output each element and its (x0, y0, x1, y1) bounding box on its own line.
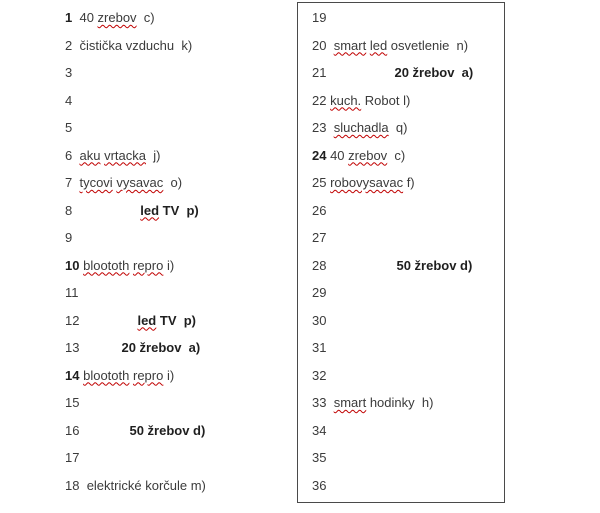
list-item (65, 395, 295, 423)
item-text (326, 395, 333, 410)
list-item (312, 450, 504, 478)
list-item (65, 368, 295, 396)
list-item (65, 120, 295, 148)
item-number: 4 (65, 92, 73, 108)
item-text (326, 38, 333, 53)
list-item (312, 285, 504, 313)
item-number: 34 (312, 422, 327, 438)
item-number: 15 (65, 395, 80, 410)
list-item (65, 423, 295, 451)
list-item (312, 313, 504, 341)
item-number: 18 (65, 477, 80, 493)
item-number: 6 (65, 147, 73, 163)
item-number: 22 (312, 92, 327, 108)
item-number: 8 (65, 202, 73, 218)
list-item (312, 10, 504, 38)
item-text: TV p) (156, 312, 196, 328)
item-number: 29 (312, 285, 327, 300)
item-number: 11 (65, 285, 79, 300)
item-number: 5 (65, 120, 73, 135)
list-item (65, 285, 295, 313)
item-number: 16 (65, 422, 80, 438)
item-number: 30 (312, 312, 327, 328)
item-number: 19 (312, 10, 327, 25)
item-number: 13 (65, 340, 80, 355)
item-number: 36 (312, 477, 327, 493)
list-item (312, 175, 504, 203)
misspelled-text: smart (333, 37, 367, 53)
numbered-list-left (65, 10, 295, 505)
misspelled-text: repro (132, 257, 164, 273)
item-number: 33 (312, 395, 327, 410)
item-number: 9 (65, 230, 73, 245)
item-number: 7 (65, 175, 73, 190)
misspelled-text: bloototh (83, 367, 130, 383)
numbered-list-right-box (297, 2, 505, 503)
list-item (65, 203, 295, 231)
misspelled-text: aku (79, 147, 101, 163)
item-text: 50 žrebov d) (396, 257, 473, 273)
list-item (65, 65, 295, 93)
misspelled-text: led (140, 202, 160, 218)
item-text: f) (403, 175, 415, 190)
misspelled-text: zrebov (97, 10, 137, 25)
list-item (312, 478, 504, 506)
misspelled-text: kuch. (330, 92, 362, 108)
misspelled-text: bloototh (83, 257, 130, 273)
list-item (65, 10, 295, 38)
item-number: 31 (312, 340, 327, 355)
misspelled-text: zrebov (348, 147, 388, 163)
item-text: o) (163, 175, 183, 190)
item-number: 2 (65, 37, 73, 53)
tab-space (326, 269, 396, 270)
misspelled-text: vrtacka (104, 147, 146, 163)
item-number: 3 (65, 65, 73, 80)
list-item (65, 340, 295, 368)
list-item (312, 423, 504, 451)
list-item (65, 478, 295, 506)
list-item (65, 148, 295, 176)
item-number: 26 (312, 202, 327, 218)
misspelled-text: tycovi (79, 175, 113, 190)
item-text: TV p) (159, 202, 199, 218)
item-number: 32 (312, 367, 327, 383)
list-item (312, 65, 504, 93)
item-text: Robot l) (361, 92, 411, 108)
item-text: čistička vzduchu k) (72, 37, 193, 53)
misspelled-text: smart (333, 395, 367, 410)
list-item (65, 450, 295, 478)
item-number: 25 (312, 175, 327, 190)
list-item (312, 203, 504, 231)
item-text: 20 žrebov a) (121, 340, 201, 355)
list-item (312, 395, 504, 423)
misspelled-text: sluchadla (333, 120, 389, 135)
tab-space (326, 76, 394, 77)
item-text: j) (145, 147, 161, 163)
item-text (326, 120, 333, 135)
list-item (65, 38, 295, 66)
item-text: 40 (326, 147, 349, 163)
item-text: i) (163, 257, 175, 273)
item-number: 1 (65, 10, 73, 25)
misspelled-text: led (137, 312, 157, 328)
item-text: 40 (72, 10, 98, 25)
item-number: 28 (312, 257, 327, 273)
item-number: 14 (65, 367, 80, 383)
misspelled-text: robovysavac (330, 175, 404, 190)
item-text: 20 žrebov a) (394, 65, 474, 80)
item-number: 17 (65, 450, 80, 465)
list-item (65, 175, 295, 203)
tab-space (72, 214, 140, 215)
item-number: 12 (65, 312, 80, 328)
list-item (312, 368, 504, 396)
list-item (312, 120, 504, 148)
misspelled-text: led (369, 37, 388, 53)
misspelled-text: repro (132, 367, 164, 383)
item-text: q) (388, 120, 408, 135)
item-number: 21 (312, 65, 327, 80)
item-number: 24 (312, 147, 327, 163)
tab-space (79, 324, 137, 325)
list-item (312, 340, 504, 368)
item-number: 27 (312, 230, 327, 245)
item-number: 10 (65, 257, 80, 273)
item-text: hodinky h) (366, 395, 434, 410)
list-item (312, 148, 504, 176)
item-text: osvetlenie n) (387, 37, 469, 53)
list-item (65, 313, 295, 341)
list-item (65, 93, 295, 121)
list-item (312, 93, 504, 121)
tab-space (79, 351, 121, 352)
list-item (312, 38, 504, 66)
item-text: i) (163, 367, 175, 383)
item-text: elektrické korčule m) (79, 477, 206, 493)
item-text: c) (136, 10, 155, 25)
item-text: c) (387, 147, 406, 163)
item-number: 35 (312, 450, 327, 465)
tab-space (79, 434, 129, 435)
item-number: 23 (312, 120, 327, 135)
list-item (65, 258, 295, 286)
item-text: 50 žrebov d) (129, 422, 206, 438)
item-number: 20 (312, 37, 327, 53)
list-item (312, 230, 504, 258)
misspelled-text: vysavac (116, 175, 164, 190)
list-item (312, 258, 504, 286)
list-item (65, 230, 295, 258)
